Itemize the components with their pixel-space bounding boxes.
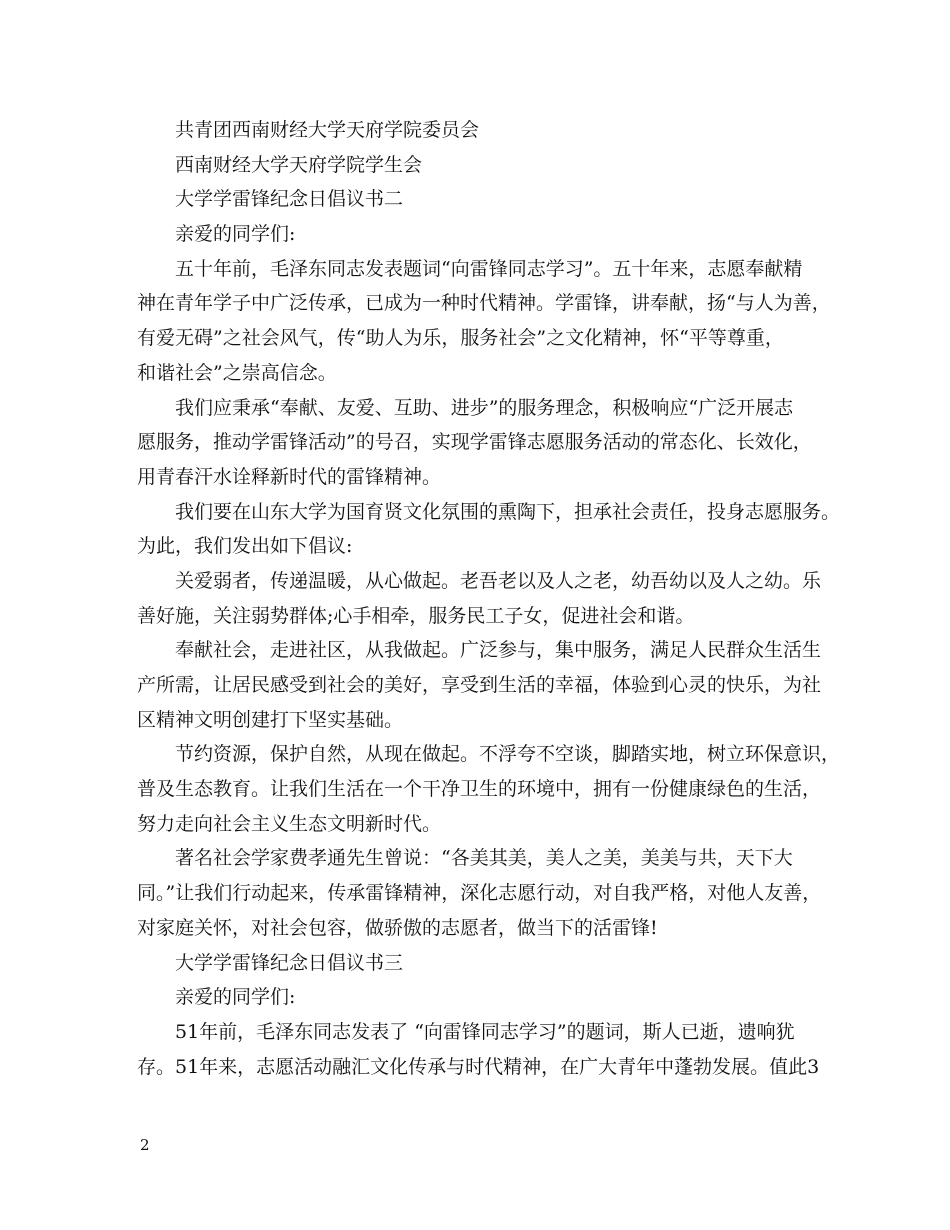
text-line: 为此，我们发出如下倡议: xyxy=(137,535,353,558)
text-line: 愿服务，推动学雷锋活动”的号召，实现学雷锋志愿服务活动的常态化、长效化， xyxy=(137,431,812,454)
document-body xyxy=(137,113,841,1084)
text-line: 区精神文明创建打下坚实基础。 xyxy=(137,708,404,731)
text-line: 著名社会学家费孝通先生曾说：“各美其美，美人之美，美美与共，天下大 xyxy=(175,847,793,870)
text-line: 存。51年来，志愿活动融汇文化传承与时代精神，在广大青年中蓬勃发展。值此3 xyxy=(137,1055,820,1078)
text-line: 西南财经大学天府学院学生会 xyxy=(175,153,423,176)
text-line: 关爱弱者，传递温暖，从心做起。老吾老以及人之老，幼吾幼以及人之幼。乐 xyxy=(175,569,822,592)
text-line: 有爱无碍”之社会风气，传“助人为乐，服务社会”之文化精神，怀“平等尊重， xyxy=(137,327,784,350)
text-line: 用青春汗水诠释新时代的雷锋精神。 xyxy=(137,465,442,488)
text-line: 对家庭关怀，对社会包容，做骄傲的志愿者，做当下的活雷锋! xyxy=(137,916,658,939)
text-line: 普及生态教育。让我们生活在一个干净卫生的环境中，拥有一份健康绿色的生活， xyxy=(137,778,822,801)
text-line: 我们应秉承“奉献、友爱、互助、进步”的服务理念，积极响应“广泛开展志 xyxy=(175,396,794,419)
text-line: 同。”让我们行动起来，传承雷锋精神，深化志愿行动，对自我严格，对他人友善， xyxy=(137,882,822,905)
text-line: 共青团西南财经大学天府学院委员会 xyxy=(175,119,480,141)
text-line: 善好施，关注弱势群体;心手相牵，服务民工子女，促进社会和谐。 xyxy=(137,604,695,627)
text-line: 神在青年学子中广泛传承，已成为一种时代精神。学雷锋，讲奉献，扬“与人为善， xyxy=(137,292,831,315)
text-line: 努力走向社会主义生态文明新时代。 xyxy=(137,812,442,835)
text-line: 节约资源，保护自然，从现在做起。不浮夸不空谈，脚踏实地，树立环保意识， xyxy=(175,743,841,766)
text-line: 亲爱的同学们: xyxy=(175,223,296,246)
text-line: 大学学雷锋纪念日倡议书二 xyxy=(175,188,404,211)
text-line: 亲爱的同学们: xyxy=(175,986,296,1009)
text-line: 产所需，让居民感受到社会的美好，享受到生活的幸福，体验到心灵的快乐，为社 xyxy=(137,674,822,696)
page-number: 2 xyxy=(140,1136,150,1154)
text-line: 五十年前，毛泽东同志发表题词“向雷锋同志学习”。五十年来，志愿奉献精 xyxy=(175,257,803,280)
text-line: 奉献社会，走进社区，从我做起。广泛参与，集中服务，满足人民群众生活生 xyxy=(175,639,822,662)
text-line: 和谐社会”之崇高信念。 xyxy=(137,361,337,384)
text-line: 我们要在山东大学为国育贤文化氛围的熏陶下，担承社会责任，投身志愿服务。 xyxy=(175,500,841,523)
text-line: 大学学雷锋纪念日倡议书三 xyxy=(175,951,404,974)
text-line: 51年前，毛泽东同志发表了 “向雷锋同志学习”的题词，斯人已逝，遗响犹 xyxy=(175,1020,795,1043)
